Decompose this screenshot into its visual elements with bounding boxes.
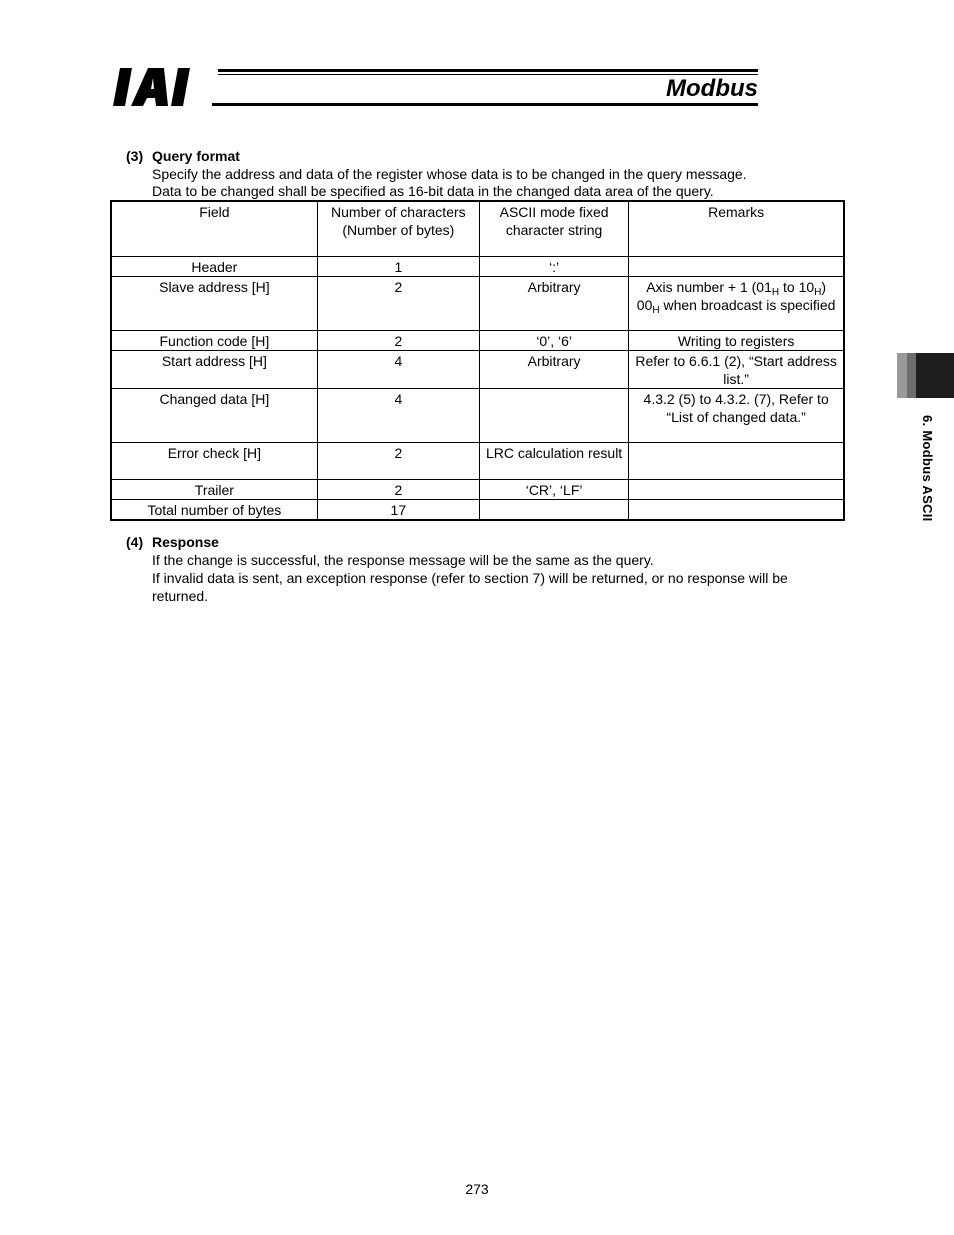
chars-cell: 17 <box>317 499 479 520</box>
field-cell: Function code [H] <box>111 330 317 350</box>
table-row <box>111 256 844 276</box>
table-row <box>111 479 844 499</box>
chars-cell: 2 <box>317 479 479 499</box>
remarks-cell <box>629 479 844 499</box>
chars-cell: 2 <box>317 442 479 479</box>
section-4-line-1: If the change is successful, the response message will be the same as the query. <box>152 552 654 568</box>
chars-cell: 2 <box>317 276 479 330</box>
chars-cell: 4 <box>317 350 479 388</box>
chapter-tab-label: 6. Modbus ASCII <box>920 415 935 522</box>
table-row <box>111 388 844 442</box>
header-cell: ASCII mode fixed character string <box>479 201 628 256</box>
remarks-cell <box>629 442 844 479</box>
field-cell: Trailer <box>111 479 317 499</box>
remarks-cell <box>629 499 844 520</box>
section-4-line-2: If invalid data is sent, an exception response (refer to section 7) will be returned, or no response will be returned. <box>152 570 788 604</box>
header-title: Modbus <box>666 75 758 102</box>
remarks-cell: Writing to registers <box>629 330 844 350</box>
ascii-cell: ‘:’ <box>479 256 628 276</box>
header-rule-bottom <box>212 103 758 106</box>
field-cell: Slave address [H] <box>111 276 317 330</box>
ascii-cell: Arbitrary <box>479 276 628 330</box>
table-row <box>111 350 844 388</box>
table-row <box>111 276 844 330</box>
section-3-heading: (3) Query format <box>126 148 240 164</box>
remarks-cell: 4.3.2 (5) to 4.3.2. (7), Refer to “List of changed data.” <box>629 388 844 442</box>
section-3-line-2: Data to be changed shall be specified as 16-bit data in the changed data area of the query. <box>152 183 714 199</box>
remarks-cell <box>629 256 844 276</box>
field-cell: Header <box>111 256 317 276</box>
query-format-table <box>110 200 845 521</box>
page-number: 273 <box>465 1181 489 1197</box>
chapter-tab <box>897 353 954 398</box>
header-cell: Remarks <box>629 201 844 256</box>
header-cell: Field <box>111 201 317 256</box>
section-3-line-1: Specify the address and data of the register whose data is to be changed in the query message. <box>152 166 747 182</box>
header-rule-top <box>218 69 758 72</box>
table-header-row <box>111 201 844 256</box>
field-cell: Error check [H] <box>111 442 317 479</box>
field-cell: Total number of bytes <box>111 499 317 520</box>
table-row <box>111 499 844 520</box>
ascii-cell <box>479 499 628 520</box>
chars-cell: 4 <box>317 388 479 442</box>
chars-cell: 1 <box>317 256 479 276</box>
ascii-cell: ‘0’, ‘6’ <box>479 330 628 350</box>
section-4-heading: (4) Response <box>126 534 219 550</box>
ascii-cell: LRC calculation result <box>479 442 628 479</box>
field-cell: Start address [H] <box>111 350 317 388</box>
iai-logo <box>112 68 212 106</box>
remarks-cell: Refer to 6.6.1 (2), “Start address list.” <box>629 350 844 388</box>
table-row <box>111 442 844 479</box>
chars-cell: 2 <box>317 330 479 350</box>
ascii-cell: Arbitrary <box>479 350 628 388</box>
field-cell: Changed data [H] <box>111 388 317 442</box>
header-cell: Number of characters (Number of bytes) <box>317 201 479 256</box>
ascii-cell <box>479 388 628 442</box>
ascii-cell: ‘CR’, ‘LF’ <box>479 479 628 499</box>
table-row <box>111 330 844 350</box>
remarks-cell: Axis number + 1 ($01_H$ to $10_H$) $00_H$ when broadcast is specified <box>629 276 844 330</box>
